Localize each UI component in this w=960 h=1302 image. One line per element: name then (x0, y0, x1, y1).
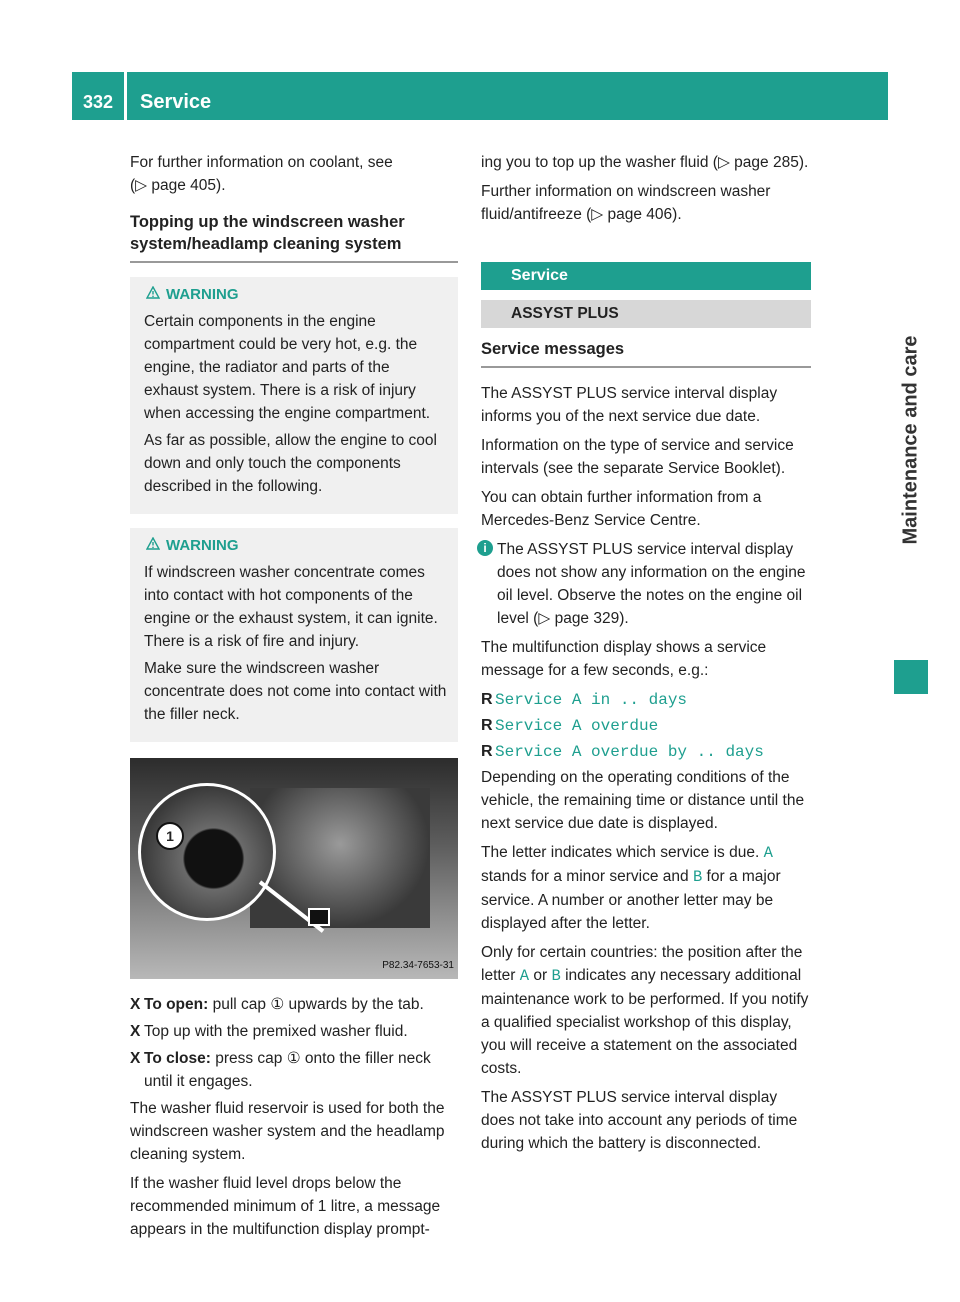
side-tab-label: Maintenance and care (899, 335, 922, 545)
body-paragraph: Only for certain countries: the position after the letter A or B indicates any necessary additional maintenance work to be performed. If you notify a qualified specialist workshop of this display, you will receive a statement on the associated costs. (481, 944, 809, 1077)
step-item: X Top up with the premixed washer fluid. (130, 1020, 458, 1043)
side-tab (894, 230, 928, 650)
message-list (481, 688, 811, 764)
warning-text: Make sure the windscreen washer concentrate does not come into contact with the filler neck. (144, 660, 447, 723)
info-icon: i (477, 540, 493, 556)
intro-text: For further information on coolant, see (▷ page 405). (130, 154, 393, 194)
warning-triangle-icon (146, 534, 160, 557)
engine-shape (250, 788, 430, 928)
warning-text: If windscreen washer concentrate comes into contact with hot components of the engine or the exhaust system, it can ignite. There is a risk of fire and injury. (144, 564, 438, 650)
warning-box (130, 528, 458, 742)
body-paragraph: Depending on the operating conditions of the vehicle, the remaining time or distance until the next service due date is displayed. (481, 769, 805, 832)
service-letter-a: A (763, 844, 773, 862)
body-paragraph: The washer fluid reservoir is used for both the windscreen washer system and the headlamp cleaning system. (130, 1100, 445, 1163)
step-item: X To close: press cap ① onto the filler neck until it engages. (130, 1047, 458, 1093)
section-heading: Topping up the windscreen washer system/headlamp cleaning system (130, 211, 458, 263)
page-title: Service (140, 91, 212, 113)
left-column (130, 151, 458, 1247)
page-number: 332 (82, 92, 114, 112)
body-paragraph: Information on the type of service and service intervals (see the separate Service Booklet). (481, 437, 794, 477)
warning-text: Certain components in the engine compartment could be very hot, e.g. the engine, the radiator and parts of the exhaust system. There is a risk of injury when accessing the engine compartment. (144, 313, 431, 422)
step-marker-icon: X (130, 1050, 141, 1067)
right-column (481, 151, 811, 1161)
body-paragraph: Further information on windscreen washer fluid/antifreeze (▷ page 406). (481, 183, 771, 223)
warning-box (130, 277, 458, 514)
subsection-bar: ASSYST PLUS (481, 300, 811, 328)
service-letter-b: B (551, 967, 561, 985)
body-paragraph: You can obtain further information from a Mercedes-Benz Service Centre. (481, 489, 762, 529)
section-bar: Service (481, 262, 811, 290)
list-item: R Service A overdue (481, 714, 811, 738)
side-tab-marker (894, 660, 928, 694)
warning-header: WARNING (146, 534, 448, 557)
service-letter-a: A (519, 967, 530, 985)
list-item: R Service A in .. days (481, 688, 811, 712)
list-item: R Service A overdue by .. days (481, 740, 811, 764)
body-paragraph: The ASSYST PLUS service interval display does not take into account any periods of time during which the battery is disconnected. (481, 1089, 798, 1152)
warning-triangle-icon (146, 283, 160, 306)
service-letter-b: B (692, 868, 703, 886)
body-paragraph: The letter indicates which service is due. A stands for a minor service and B for a major service. A number or another letter may be displayed after the letter. (481, 844, 781, 932)
engine-compartment-image (130, 758, 458, 979)
body-paragraph: The multifunction display shows a service message for a few seconds, e.g.: (481, 639, 767, 679)
header-divider (124, 72, 127, 120)
bullet-icon: R (481, 717, 493, 734)
step-item: X To open: pull cap ① upwards by the tab. (130, 993, 458, 1016)
body-paragraph: The ASSYST PLUS service interval display informs you of the next service due date. (481, 385, 778, 425)
step-marker-icon: X (130, 1023, 141, 1040)
bullet-icon: R (481, 691, 493, 708)
section-heading: Service messages (481, 338, 811, 368)
step-marker-icon: X (130, 996, 141, 1013)
filler-cap (308, 908, 330, 926)
callout-marker: 1 (156, 822, 184, 850)
body-paragraph: ing you to top up the washer fluid (▷ page 285). (481, 154, 809, 171)
image-code: P82.34-7653-31 (382, 960, 454, 971)
warning-header: WARNING (146, 283, 448, 306)
info-note: i The ASSYST PLUS service interval display does not show any information on the engine oil level. Observe the notes on the engine oil level (▷ page 329). (481, 538, 811, 630)
body-paragraph: If the washer fluid level drops below the recommended minimum of 1 litre, a message appears in the multifunction display prompt- (130, 1175, 441, 1238)
warning-text: As far as possible, allow the engine to cool down and only touch the components described in the following. (144, 432, 437, 495)
magnified-cap-circle (138, 783, 276, 921)
bullet-icon: R (481, 743, 493, 760)
